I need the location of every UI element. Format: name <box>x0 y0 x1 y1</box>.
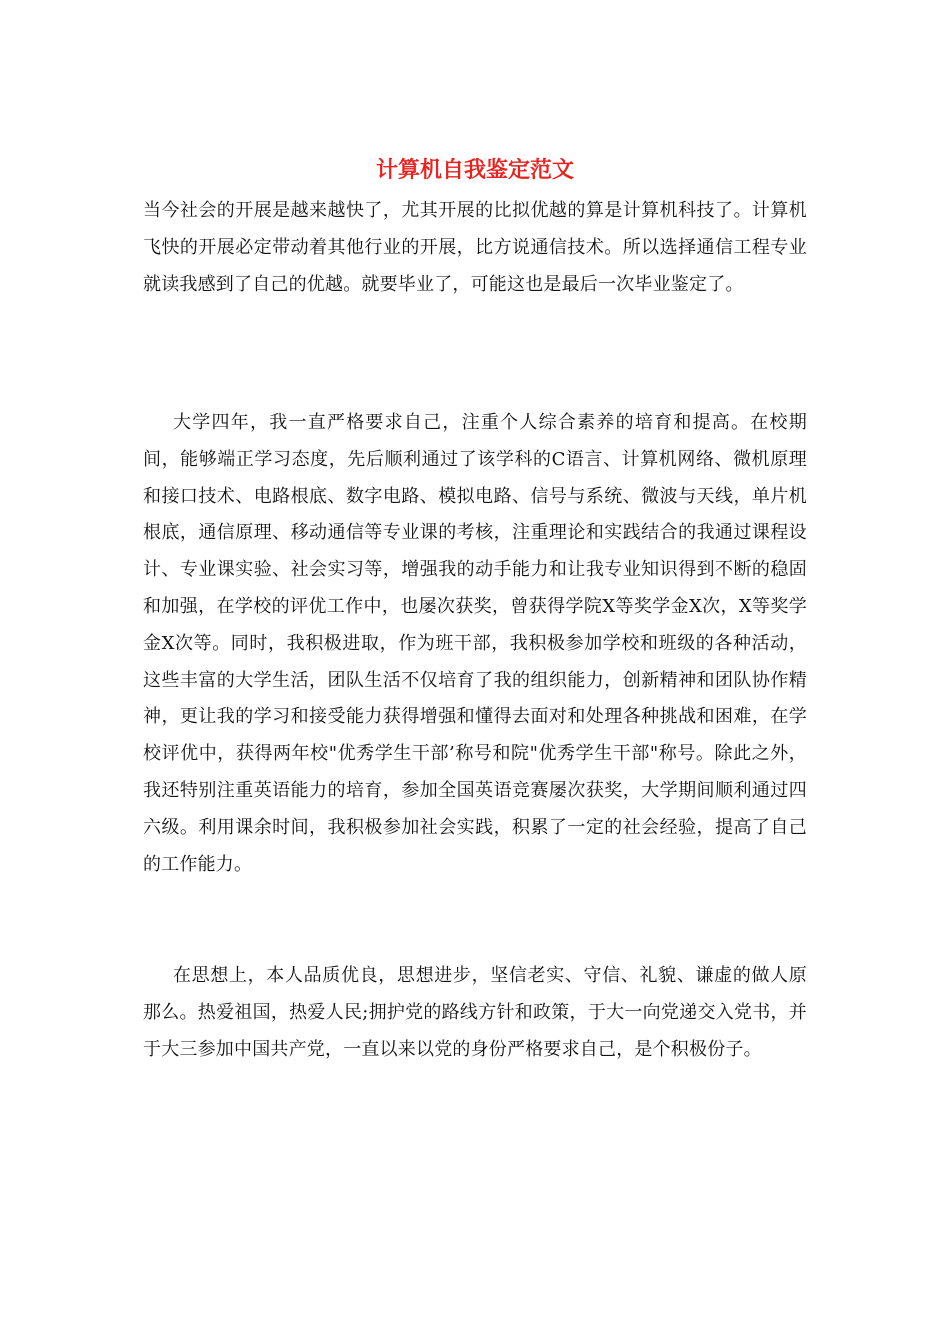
paragraph-university: 大学四年，我一直严格要求自己，注重个人综合素养的培育和提高。在校期间，能够端正学习态度，先后顺利通过了该学科的C语言、计算机网络、微机原理和接口技术、电路根底、数字电路、模拟电路、信号与系统、微波与天线，单片机根底，通信原理、移动通信等专业课的考核，注重理论和实践结合的我通过课程设计、专业课实验、社会实习等，增强我的动手能力和让我专业知识得到不断的稳固和加强，在学校的评优工作中，也屡次获奖，曾获得学院X等奖学金X次，X等奖学金X次等。同时，我积极进取，作为班干部，我积极参加学校和班级的各种活动，这些丰富的大学生活，团队生活不仅培育了我的组织能力，创新精神和团队协作精神，更让我的学习和接受能力获得增强和懂得去面对和处理各种挑战和困难，在学校评优中，获得两年校"优秀学生干部’称号和院"优秀学生干部"称号。除此之外，我还特别注重英语能力的培育，参加全国英语竞赛屡次获奖，大学期间顺利通过四六级。利用课余时间，我积极参加社会实践，积累了一定的社会经验，提高了自己的工作能力。 <box>143 412 807 875</box>
paragraph-intro: 当今社会的开展是越来越快了，尤其开展的比拟优越的算是计算机科技了。计算机飞快的开展必定带动着其他行业的开展，比方说通信技术。所以选择通信工程专业就读我感到了自己的优越。就要毕业了，可能这也是最后一次毕业鉴定了。 <box>143 200 807 295</box>
paragraph-ideology: 在思想上，本人品质优良，思想进步，坚信老实、守信、礼貌、谦虚的做人原那么。热爱祖国，热爱人民;拥护党的路线方针和政策，于大一向党递交入党书，并于大三参加中国共产党，一直以来以党的身份严格要求自己，是个积极份子。 <box>143 965 807 1060</box>
document-title: 计算机自我鉴定范文 <box>375 157 574 183</box>
